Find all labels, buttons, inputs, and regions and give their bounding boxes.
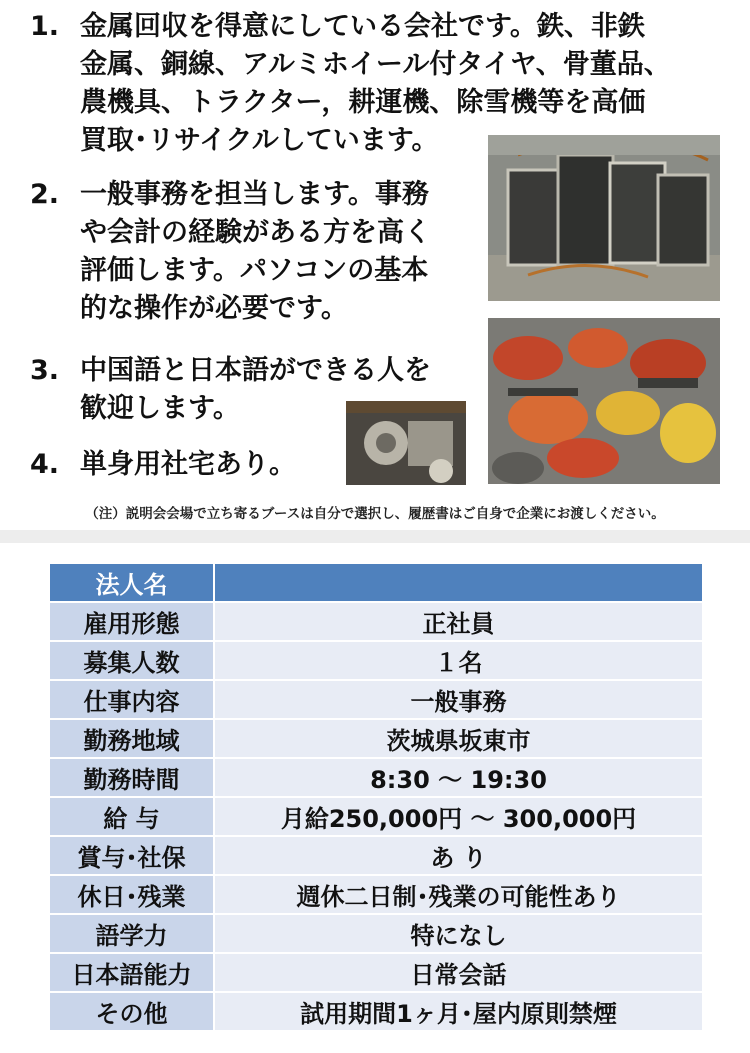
table-row (49, 875, 703, 914)
point-2 (30, 176, 431, 328)
chainsaws-photo (488, 318, 720, 484)
table-row (49, 641, 703, 680)
row-label: 勤務地域 (49, 719, 214, 758)
table-row (49, 680, 703, 719)
row-value: 一般事務 (214, 680, 703, 719)
row-value: 試用期間1ヶ月･屋内原則禁煙 (214, 992, 703, 1031)
row-label: 休日･残業 (49, 875, 214, 914)
point-4-number: 4. (30, 449, 60, 480)
row-value: 日常会話 (214, 953, 703, 992)
row-label: 給 与 (49, 797, 214, 836)
point-2-number: 2. (30, 179, 60, 210)
row-value: 8:30 ～ 19:30 (214, 758, 703, 797)
row-value: あ り (214, 836, 703, 875)
table-row (49, 797, 703, 836)
row-label: 募集人数 (49, 641, 214, 680)
table-row (49, 836, 703, 875)
point-3-text: 中国語と日本語ができる人を 歓迎します。 (80, 355, 431, 424)
row-label: その他 (49, 992, 214, 1031)
row-value: 正社員 (214, 602, 703, 641)
point-3-number: 3. (30, 355, 60, 386)
row-label: 勤務時間 (49, 758, 214, 797)
corporate-name-value (214, 563, 703, 602)
point-4-text: 単身用社宅あり。 (80, 449, 296, 480)
row-label: 語学力 (49, 914, 214, 953)
row-label: 仕事内容 (49, 680, 214, 719)
row-value: 特になし (214, 914, 703, 953)
table-header-row (49, 563, 703, 602)
table-row (49, 953, 703, 992)
row-value: 茨城県坂東市 (214, 719, 703, 758)
row-label: 賞与･社保 (49, 836, 214, 875)
table-row (49, 758, 703, 797)
table-row (49, 719, 703, 758)
point-1-text: 金属回収を得意にしている会社です。鉄、非鉄 金属、銅線、アルミホイール付タイヤ、骨董品、 農機具、トラクター，耕運機、除雪機等を高価 買取･リサイクルしています。 (80, 11, 671, 156)
point-2-text: 一般事務を担当します。事務 や会計の経験がある方を高く 評価します。パソコンの基本 的な操作が必要です。 (80, 179, 431, 324)
compressor-photo (346, 401, 466, 485)
point-4 (30, 446, 296, 484)
note-text: （注）説明会会場で立ち寄るブースは自分で選択し、履歴書はご自身で企業にお渡しください。 (85, 506, 665, 522)
corporate-name-label: 法人名 (49, 563, 214, 602)
row-label: 日本語能力 (49, 953, 214, 992)
row-value: 週休二日制･残業の可能性あり (214, 875, 703, 914)
table-row (49, 914, 703, 953)
point-1-number: 1. (30, 11, 60, 42)
row-value: １名 (214, 641, 703, 680)
table-row (49, 992, 703, 1031)
row-value: 月給250,000円 ～ 300,000円 (214, 797, 703, 836)
table-row (49, 602, 703, 641)
metal-scrap-photo (488, 135, 720, 301)
row-label: 雇用形態 (49, 602, 214, 641)
job-info-table (48, 562, 704, 1032)
